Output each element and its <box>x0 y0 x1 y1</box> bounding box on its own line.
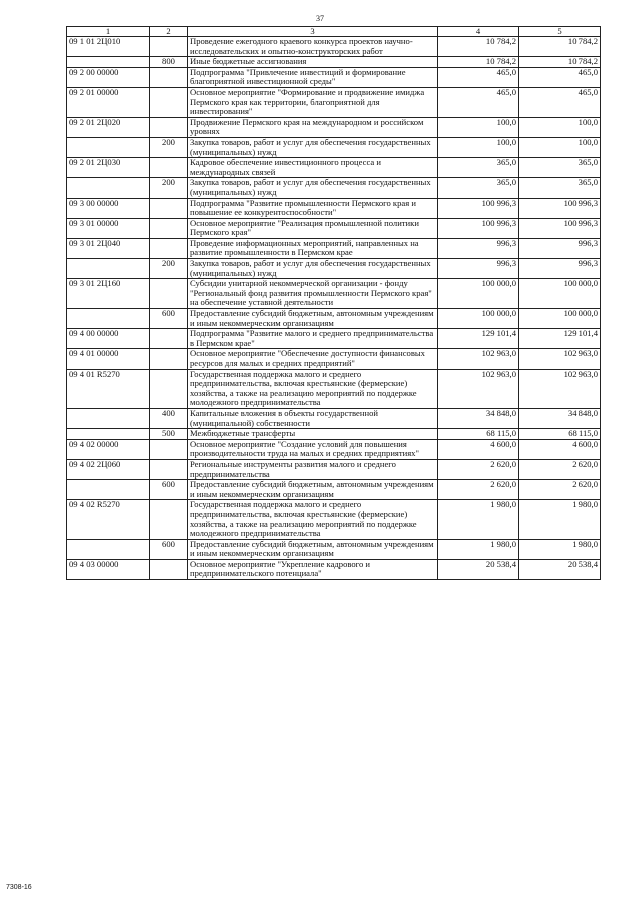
row-value-col5: 34 848,0 <box>519 408 601 428</box>
table-row <box>67 57 601 68</box>
row-expense-type <box>150 279 188 309</box>
table-row <box>67 329 601 349</box>
row-name: Основное мероприятие "Укрепление кадрового и предпринимательского потенциала" <box>188 559 438 579</box>
row-expense-type <box>150 238 188 258</box>
row-value-col4: 10 784,2 <box>438 37 519 57</box>
header-col-4: 4 <box>438 27 519 37</box>
row-code <box>67 480 150 500</box>
row-expense-type <box>150 198 188 218</box>
row-expense-type <box>150 369 188 408</box>
row-code <box>67 259 150 279</box>
row-value-col4: 996,3 <box>438 259 519 279</box>
row-value-col5: 365,0 <box>519 178 601 198</box>
row-value-col5: 100,0 <box>519 137 601 157</box>
row-name: Субсидии унитарной некоммерческой организации - фонду "Региональный фонд развития промышленности Пермского края" на обеспечение уставной деятельности <box>188 279 438 309</box>
row-expense-type: 800 <box>150 57 188 68</box>
row-value-col5: 100 000,0 <box>519 309 601 329</box>
row-name: Продвижение Пермского края на международном и российском уровнях <box>188 117 438 137</box>
row-code: 09 4 03 00000 <box>67 559 150 579</box>
table-row <box>67 480 601 500</box>
table-row <box>67 559 601 579</box>
row-code <box>67 539 150 559</box>
row-value-col5: 129 101,4 <box>519 329 601 349</box>
table-header-row <box>67 27 601 37</box>
row-value-col5: 68 115,0 <box>519 429 601 440</box>
row-code <box>67 408 150 428</box>
row-code: 09 4 02 2Ц060 <box>67 459 150 479</box>
row-name: Иные бюджетные ассигнования <box>188 57 438 68</box>
page-number: 37 <box>316 14 324 23</box>
row-value-col4: 34 848,0 <box>438 408 519 428</box>
row-value-col5: 996,3 <box>519 259 601 279</box>
table-row <box>67 158 601 178</box>
row-code: 09 4 02 00000 <box>67 439 150 459</box>
header-col-3: 3 <box>188 27 438 37</box>
row-value-col4: 100,0 <box>438 117 519 137</box>
row-name: Региональные инструменты развития малого и среднего предпринимательства <box>188 459 438 479</box>
row-name: Основное мероприятие "Обеспечение доступности финансовых ресурсов для малых и средних предприятий" <box>188 349 438 369</box>
row-value-col5: 1 980,0 <box>519 539 601 559</box>
row-value-col4: 100,0 <box>438 137 519 157</box>
table-row <box>67 459 601 479</box>
row-name: Закупка товаров, работ и услуг для обеспечения государственных (муниципальных) нужд <box>188 137 438 157</box>
row-value-col4: 1 980,0 <box>438 500 519 539</box>
row-expense-type: 600 <box>150 309 188 329</box>
table-row <box>67 439 601 459</box>
header-col-1: 1 <box>67 27 150 37</box>
row-name: Закупка товаров, работ и услуг для обеспечения государственных (муниципальных) нужд <box>188 259 438 279</box>
table-row <box>67 429 601 440</box>
row-expense-type: 200 <box>150 137 188 157</box>
row-value-col5: 20 538,4 <box>519 559 601 579</box>
budget-table <box>66 26 601 580</box>
table-row <box>67 117 601 137</box>
table-row <box>67 349 601 369</box>
row-expense-type <box>150 500 188 539</box>
row-expense-type <box>150 349 188 369</box>
table-row <box>67 198 601 218</box>
row-expense-type: 600 <box>150 539 188 559</box>
row-code <box>67 309 150 329</box>
row-value-col4: 100 000,0 <box>438 279 519 309</box>
row-value-col4: 10 784,2 <box>438 57 519 68</box>
row-value-col5: 102 963,0 <box>519 349 601 369</box>
row-value-col5: 10 784,2 <box>519 37 601 57</box>
table-row <box>67 408 601 428</box>
row-code <box>67 137 150 157</box>
row-value-col4: 129 101,4 <box>438 329 519 349</box>
row-code <box>67 57 150 68</box>
row-value-col4: 365,0 <box>438 158 519 178</box>
row-value-col4: 102 963,0 <box>438 349 519 369</box>
row-code: 09 3 01 2Ц160 <box>67 279 150 309</box>
row-value-col5: 100,0 <box>519 117 601 137</box>
row-name: Подпрограмма "Привлечение инвестиций и формирование благоприятной инвестиционной среды" <box>188 67 438 87</box>
row-name: Предоставление субсидий бюджетным, автономным учреждениям и иным некоммерческим организациям <box>188 309 438 329</box>
row-expense-type <box>150 117 188 137</box>
table-row <box>67 137 601 157</box>
row-value-col5: 2 620,0 <box>519 459 601 479</box>
row-name: Капитальные вложения в объекты государственной (муниципальной) собственности <box>188 408 438 428</box>
row-expense-type <box>150 459 188 479</box>
row-code: 09 1 01 2Ц010 <box>67 37 150 57</box>
row-value-col4: 1 980,0 <box>438 539 519 559</box>
row-name: Предоставление субсидий бюджетным, автономным учреждениям и иным некоммерческим организациям <box>188 480 438 500</box>
row-expense-type <box>150 67 188 87</box>
table-row <box>67 218 601 238</box>
row-expense-type <box>150 37 188 57</box>
row-code: 09 4 02 R5270 <box>67 500 150 539</box>
row-expense-type: 500 <box>150 429 188 440</box>
table-row <box>67 259 601 279</box>
row-name: Основное мероприятие "Создание условий для повышения производительности труда на малых и средних предприятиях" <box>188 439 438 459</box>
row-value-col4: 2 620,0 <box>438 459 519 479</box>
row-value-col5: 2 620,0 <box>519 480 601 500</box>
row-expense-type: 600 <box>150 480 188 500</box>
table-row <box>67 87 601 117</box>
row-value-col5: 365,0 <box>519 158 601 178</box>
table-row <box>67 369 601 408</box>
row-value-col5: 10 784,2 <box>519 57 601 68</box>
row-name: Предоставление субсидий бюджетным, автономным учреждениям и иным некоммерческим организациям <box>188 539 438 559</box>
table-row <box>67 279 601 309</box>
row-name: Государственная поддержка малого и среднего предпринимательства, включая крестьянские (фермерские) хозяйства, а также на реализацию мероприятий по поддержке молодежного предпринимательства <box>188 500 438 539</box>
row-value-col5: 465,0 <box>519 87 601 117</box>
row-value-col5: 100 996,3 <box>519 198 601 218</box>
row-code: 09 2 00 00000 <box>67 67 150 87</box>
row-code: 09 3 01 2Ц040 <box>67 238 150 258</box>
row-name: Основное мероприятие "Формирование и продвижение имиджа Пермского края как территории, благоприятной для инвестирования" <box>188 87 438 117</box>
row-value-col5: 465,0 <box>519 67 601 87</box>
row-expense-type <box>150 329 188 349</box>
row-expense-type <box>150 87 188 117</box>
row-expense-type <box>150 218 188 238</box>
table-row <box>67 238 601 258</box>
row-expense-type: 200 <box>150 259 188 279</box>
row-value-col4: 100 996,3 <box>438 218 519 238</box>
row-name: Подпрограмма "Развитие промышленности Пермского края и повышение ее конкурентоспособности" <box>188 198 438 218</box>
row-code: 09 2 01 2Ц030 <box>67 158 150 178</box>
row-code <box>67 178 150 198</box>
row-code: 09 2 01 2Ц020 <box>67 117 150 137</box>
row-code: 09 2 01 00000 <box>67 87 150 117</box>
row-value-col5: 1 980,0 <box>519 500 601 539</box>
row-name: Кадровое обеспечение инвестиционного процесса и международных связей <box>188 158 438 178</box>
row-value-col4: 4 600,0 <box>438 439 519 459</box>
table-row <box>67 500 601 539</box>
row-value-col4: 996,3 <box>438 238 519 258</box>
row-code: 09 3 00 00000 <box>67 198 150 218</box>
row-expense-type <box>150 559 188 579</box>
row-value-col5: 102 963,0 <box>519 369 601 408</box>
table-row <box>67 37 601 57</box>
row-value-col5: 4 600,0 <box>519 439 601 459</box>
row-code: 09 4 01 R5270 <box>67 369 150 408</box>
row-code <box>67 429 150 440</box>
row-value-col4: 102 963,0 <box>438 369 519 408</box>
row-code: 09 3 01 00000 <box>67 218 150 238</box>
row-name: Подпрограмма "Развитие малого и среднего предпринимательства в Пермском крае" <box>188 329 438 349</box>
row-value-col4: 465,0 <box>438 87 519 117</box>
table-row <box>67 539 601 559</box>
table-row <box>67 67 601 87</box>
header-col-5: 5 <box>519 27 601 37</box>
row-name: Проведение информационных мероприятий, направленных на развитие промышленности в Пермском крае <box>188 238 438 258</box>
row-expense-type: 200 <box>150 178 188 198</box>
header-col-2: 2 <box>150 27 188 37</box>
row-value-col5: 100 000,0 <box>519 279 601 309</box>
row-expense-type <box>150 158 188 178</box>
row-value-col4: 465,0 <box>438 67 519 87</box>
row-value-col4: 2 620,0 <box>438 480 519 500</box>
row-value-col5: 100 996,3 <box>519 218 601 238</box>
row-name: Межбюджетные трансферты <box>188 429 438 440</box>
row-value-col4: 68 115,0 <box>438 429 519 440</box>
row-code: 09 4 01 00000 <box>67 349 150 369</box>
row-value-col4: 365,0 <box>438 178 519 198</box>
row-value-col4: 20 538,4 <box>438 559 519 579</box>
row-value-col4: 100 996,3 <box>438 198 519 218</box>
row-value-col4: 100 000,0 <box>438 309 519 329</box>
table-row <box>67 178 601 198</box>
table-row <box>67 309 601 329</box>
row-name: Закупка товаров, работ и услуг для обеспечения государственных (муниципальных) нужд <box>188 178 438 198</box>
row-name: Основное мероприятие "Реализация промышленной политики Пермского края" <box>188 218 438 238</box>
row-name: Государственная поддержка малого и среднего предпринимательства, включая крестьянские (фермерские) хозяйства, а также на реализацию мероприятий по поддержке молодежного предпринимательства <box>188 369 438 408</box>
row-expense-type <box>150 439 188 459</box>
row-name: Проведение ежегодного краевого конкурса проектов научно-исследовательских и опытно-конструкторских работ <box>188 37 438 57</box>
document-code: 7308-16 <box>6 884 32 891</box>
row-expense-type: 400 <box>150 408 188 428</box>
row-value-col5: 996,3 <box>519 238 601 258</box>
row-code: 09 4 00 00000 <box>67 329 150 349</box>
